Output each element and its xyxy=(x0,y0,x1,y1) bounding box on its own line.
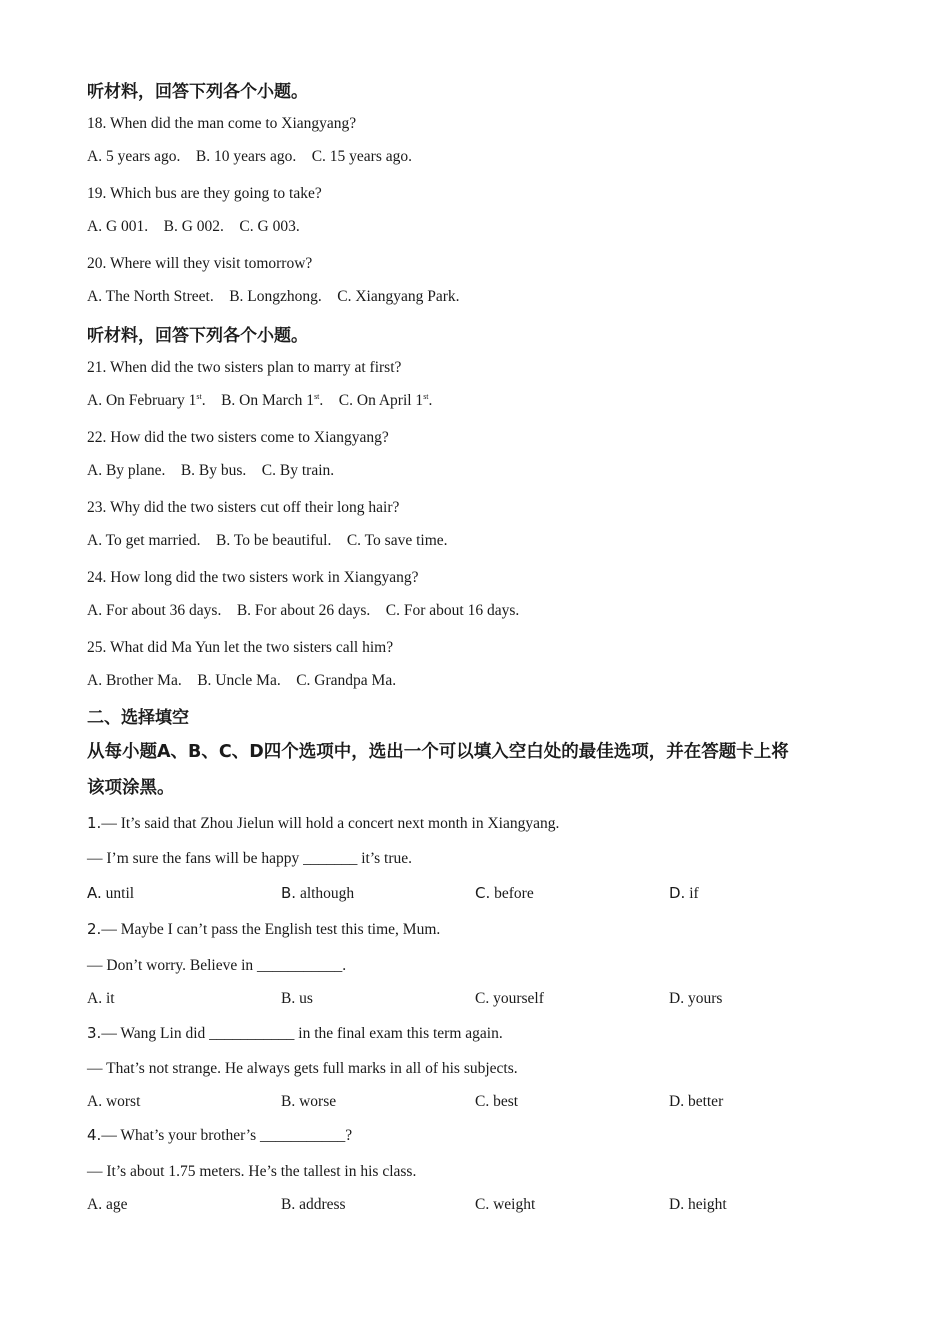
q21-option-b: B. On March 1 xyxy=(221,392,315,409)
mc-question-4-line-1: — What’s your brother’s ___________? xyxy=(101,1127,353,1144)
question-21-options: A. On February 1st. B. On March 1st. C. On April 1st. xyxy=(87,392,433,409)
mc-1-option-d[interactable]: D. if xyxy=(669,884,699,902)
question-18-options: A. 5 years ago. B. 10 years ago. C. 15 years ago. xyxy=(87,148,412,165)
mc-question-3-line-2: — That’s not strange. He always gets full marks in all of his subjects. xyxy=(87,1060,518,1077)
q21-sup-a: st xyxy=(196,392,202,401)
mc-4-option-a[interactable]: A. age xyxy=(87,1196,128,1213)
mc-3-option-b[interactable]: B. worse xyxy=(281,1093,337,1110)
section-2-heading: 二、选择填空 xyxy=(87,708,189,728)
question-22-options: A. By plane. B. By bus. C. By train. xyxy=(87,462,335,479)
mc-question-1-line-2: — I’m sure the fans will be happy _______ it’s true. xyxy=(87,850,413,867)
mc-4-option-d[interactable]: D. height xyxy=(669,1196,727,1213)
mc-3-option-a[interactable]: A. worst xyxy=(87,1093,141,1110)
mc-question-3-options xyxy=(87,1092,863,1112)
listening-heading-2: 听材料，回答下列各个小题。 xyxy=(87,326,308,346)
question-22: 22. How did the two sisters come to Xiangyang? xyxy=(87,429,389,446)
mc-question-2-options xyxy=(87,989,863,1009)
question-24: 24. How long did the two sisters work in Xiangyang? xyxy=(87,569,419,586)
mc-question-1 xyxy=(87,813,559,834)
question-24-options: A. For about 36 days. B. For about 26 days. C. For about 16 days. xyxy=(87,602,520,619)
mc-question-3 xyxy=(87,1023,503,1044)
q21-option-c: C. On April 1 xyxy=(338,392,424,409)
question-25-options: A. Brother Ma. B. Uncle Ma. C. Grandpa Ma. xyxy=(87,672,397,689)
mc-question-2 xyxy=(87,919,440,940)
mc-2-option-d[interactable]: D. yours xyxy=(669,990,723,1007)
question-25: 25. What did Ma Yun let the two sisters call him? xyxy=(87,639,394,656)
mc-question-2-line-1: — Maybe I can’t pass the English test this time, Mum. xyxy=(101,921,441,938)
mc-question-3-line-1: — Wang Lin did ___________ in the final exam this term again. xyxy=(101,1025,503,1042)
listening-heading-1: 听材料，回答下列各个小题。 xyxy=(87,82,308,102)
question-19: 19. Which bus are they going to take? xyxy=(87,185,322,202)
mc-2-option-a[interactable]: A. it xyxy=(87,990,115,1007)
mc-question-1-number: 1. xyxy=(87,814,102,832)
mc-2-option-c[interactable]: C. yourself xyxy=(475,990,544,1007)
mc-question-4-number: 4. xyxy=(87,1126,102,1144)
question-18: 18. When did the man come to Xiangyang? xyxy=(87,115,357,132)
mc-2-option-b[interactable]: B. us xyxy=(281,990,313,1007)
q21-option-a: A. On February 1 xyxy=(87,392,197,409)
mc-question-4-line-2: — It’s about 1.75 meters. He’s the tallest in his class. xyxy=(87,1163,417,1180)
section-2-instruction-line-2: 该项涂黑。 xyxy=(87,778,175,798)
mc-1-option-a[interactable]: A. until xyxy=(87,884,135,902)
mc-question-2-line-2: — Don’t worry. Believe in ___________. xyxy=(87,957,347,974)
mc-1-option-c[interactable]: C. before xyxy=(475,884,534,902)
question-20-options: A. The North Street. B. Longzhong. C. Xiangyang Park. xyxy=(87,288,460,305)
mc-question-3-number: 3. xyxy=(87,1024,102,1042)
question-19-options: A. G 001. B. G 002. C. G 003. xyxy=(87,218,300,235)
mc-question-1-line-1: — It’s said that Zhou Jielun will hold a concert next month in Xiangyang. xyxy=(101,815,560,832)
question-21: 21. When did the two sisters plan to marry at first? xyxy=(87,359,402,376)
mc-question-2-number: 2. xyxy=(87,920,102,938)
q21-sup-b: st xyxy=(314,392,320,401)
q21-sup-c: st xyxy=(423,392,429,401)
mc-3-option-c[interactable]: C. best xyxy=(475,1093,519,1110)
question-23-options: A. To get married. B. To be beautiful. C. To save time. xyxy=(87,532,448,549)
question-20: 20. Where will they visit tomorrow? xyxy=(87,255,313,272)
mc-question-4-options xyxy=(87,1195,863,1215)
section-2-instruction-line-1: 从每小题A、B、C、D四个选项中，选出一个可以填入空白处的最佳选项，并在答题卡上将 xyxy=(87,742,789,762)
mc-question-1-options xyxy=(87,883,863,904)
mc-4-option-b[interactable]: B. address xyxy=(281,1196,346,1213)
mc-question-4 xyxy=(87,1125,352,1146)
mc-4-option-c[interactable]: C. weight xyxy=(475,1196,536,1213)
mc-3-option-d[interactable]: D. better xyxy=(669,1093,724,1110)
question-23: 23. Why did the two sisters cut off their long hair? xyxy=(87,499,400,516)
mc-1-option-b[interactable]: B. although xyxy=(281,884,355,902)
